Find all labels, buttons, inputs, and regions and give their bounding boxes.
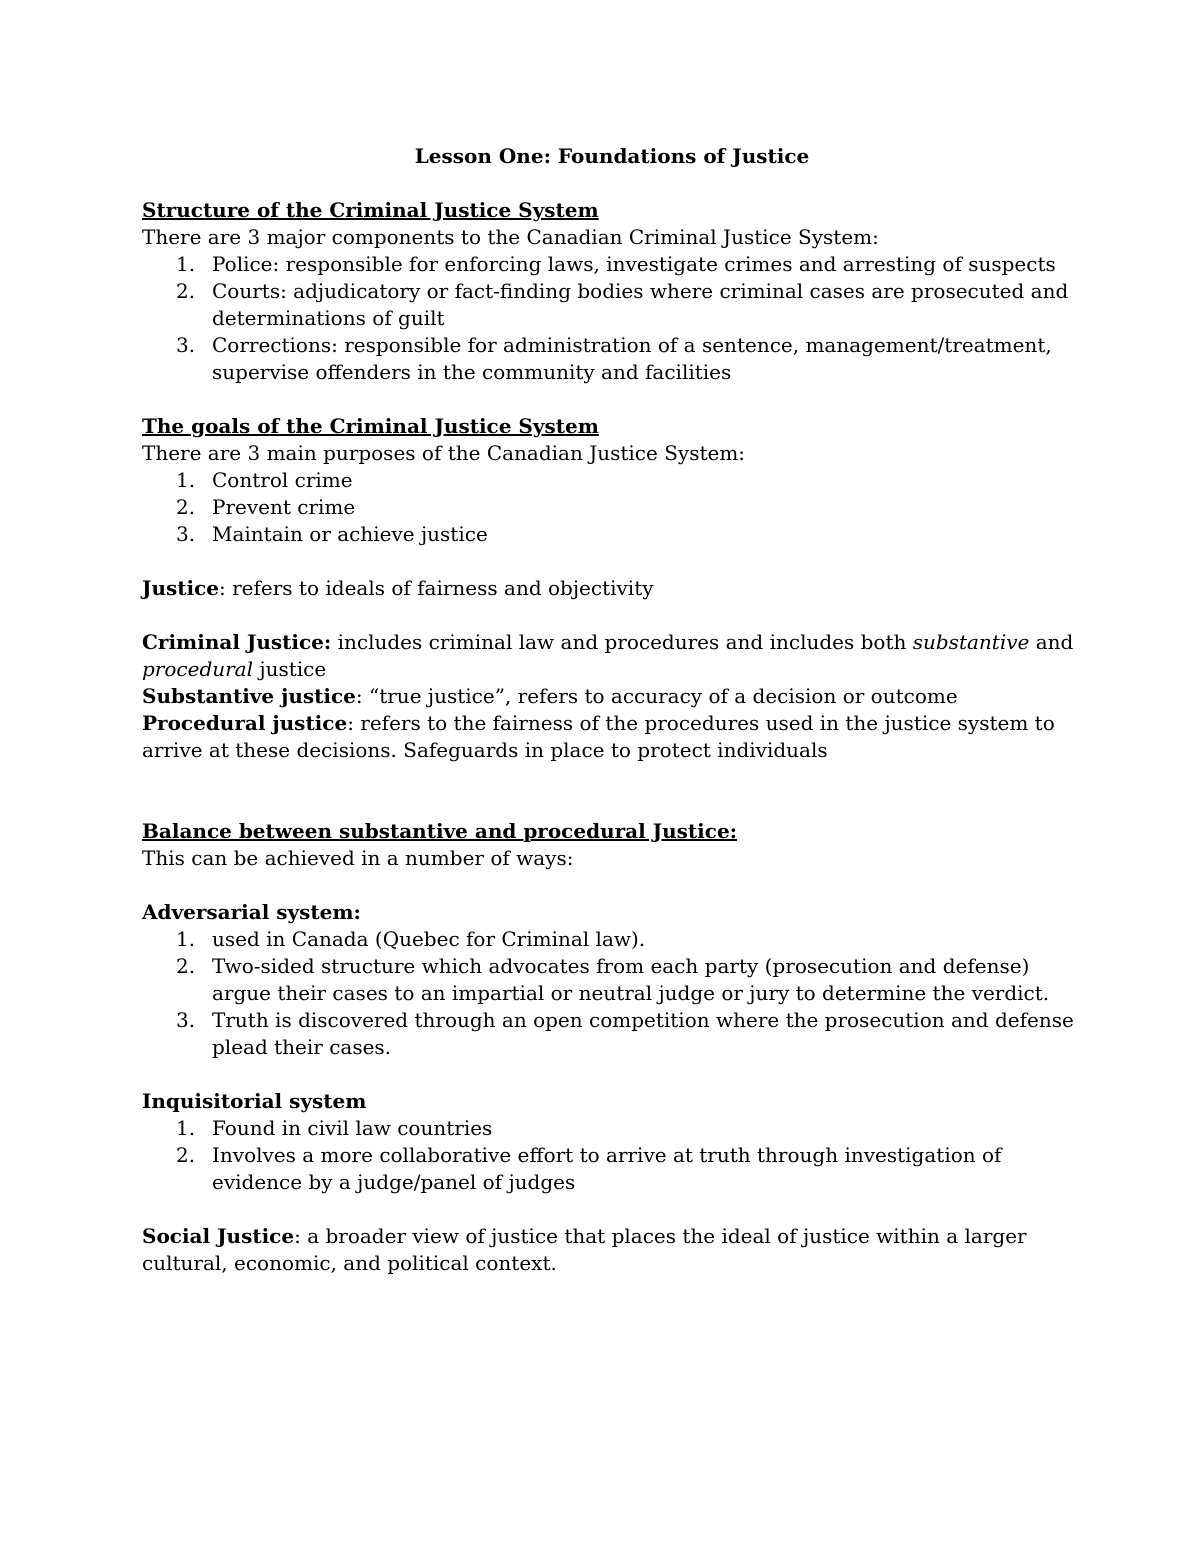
list-item-text: Police: responsible for enforcing laws, investigate crimes and arresting of suspects <box>212 252 1056 276</box>
list-number: 2. <box>176 279 196 303</box>
social-justice-term: Social Justice <box>142 1224 295 1248</box>
list-item-text: Found in civil law countries <box>212 1116 493 1140</box>
substantive-justice-term: Substantive justice <box>142 684 356 708</box>
justice-term: Justice <box>142 576 220 600</box>
page-title: Lesson One: Foundations of Justice <box>414 144 810 168</box>
criminal-justice-text-end: justice <box>253 657 327 681</box>
procedural-justice-definition <box>142 710 1082 764</box>
list-number: 3. <box>176 333 196 357</box>
substantive-justice-definition <box>142 683 1082 710</box>
adversarial-list <box>142 926 1082 1061</box>
structure-list <box>142 251 1082 386</box>
list-item <box>142 1007 1082 1061</box>
list-item <box>142 494 1082 521</box>
substantive-justice-text: : “true justice”, refers to accuracy of a decision or outcome <box>355 684 958 708</box>
criminal-justice-text: includes criminal law and procedures and includes both <box>331 630 913 654</box>
balance-heading: Balance between substantive and procedural Justice: <box>142 819 738 843</box>
goals-list <box>142 467 1082 548</box>
justice-text: : refers to ideals of fairness and objectivity <box>219 576 654 600</box>
list-item <box>142 926 1082 953</box>
criminal-justice-term: Criminal Justice: <box>142 630 332 654</box>
criminal-justice-definition <box>142 629 1082 683</box>
list-item <box>142 1142 1082 1196</box>
list-item <box>142 332 1082 386</box>
procedural-justice-term: Procedural justice <box>142 711 348 735</box>
list-number: 1. <box>176 468 196 492</box>
list-item <box>142 521 1082 548</box>
social-justice-definition <box>142 1223 1082 1277</box>
list-number: 3. <box>176 522 196 546</box>
list-item-text: Truth is discovered through an open competition where the prosecution and defense plead their cases. <box>212 1008 1074 1059</box>
goals-intro: There are 3 main purposes of the Canadian Justice System: <box>142 441 746 465</box>
list-item-text: Prevent crime <box>212 495 356 519</box>
list-item <box>142 251 1082 278</box>
list-number: 1. <box>176 927 196 951</box>
list-item-text: Maintain or achieve justice <box>212 522 488 546</box>
procedural-justice-text: : refers to the fairness of the procedures used in the justice system to arrive at these decisions. Safeguards in place to protect individuals <box>142 711 1055 762</box>
list-number: 2. <box>176 954 196 978</box>
structure-heading: Structure of the Criminal Justice System <box>142 198 599 222</box>
list-number: 1. <box>176 1116 196 1140</box>
substantive-emphasis: substantive <box>912 630 1030 654</box>
list-item <box>142 953 1082 1007</box>
inquisitorial-list <box>142 1115 1082 1196</box>
list-item <box>142 278 1082 332</box>
justice-definition <box>142 575 1082 602</box>
list-item-text: Corrections: responsible for administration of a sentence, management/treatment, supervise offenders in the community and facilities <box>212 333 1052 384</box>
list-item-text: Two-sided structure which advocates from each party (prosecution and defense) argue their cases to an impartial or neutral judge or jury to determine the verdict. <box>212 954 1050 1005</box>
list-item-text: Control crime <box>212 468 353 492</box>
list-item-text: Courts: adjudicatory or fact-finding bodies where criminal cases are prosecuted and determinations of guilt <box>212 279 1069 330</box>
list-item <box>142 1115 1082 1142</box>
criminal-justice-text-mid: and <box>1029 630 1074 654</box>
inquisitorial-heading: Inquisitorial system <box>142 1089 367 1113</box>
list-item-text: Involves a more collaborative effort to arrive at truth through investigation of evidence by a judge/panel of judges <box>212 1143 1002 1194</box>
list-number: 2. <box>176 495 196 519</box>
list-item <box>142 467 1082 494</box>
balance-intro: This can be achieved in a number of ways: <box>142 846 574 870</box>
social-justice-text: : a broader view of justice that places the ideal of justice within a larger cultural, economic, and political context. <box>142 1224 1027 1275</box>
list-number: 2. <box>176 1143 196 1167</box>
goals-heading: The goals of the Criminal Justice System <box>142 414 599 438</box>
structure-intro: There are 3 major components to the Canadian Criminal Justice System: <box>142 225 879 249</box>
list-number: 1. <box>176 252 196 276</box>
list-item-text: used in Canada (Quebec for Criminal law). <box>212 927 646 951</box>
adversarial-heading: Adversarial system: <box>142 900 361 924</box>
list-number: 3. <box>176 1008 196 1032</box>
document-body <box>142 143 1082 1277</box>
procedural-emphasis: procedural <box>142 657 254 681</box>
